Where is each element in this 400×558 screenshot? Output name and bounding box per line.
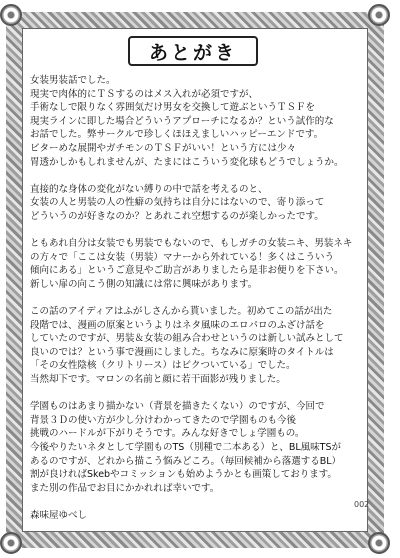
paragraph-3: ともあれ自分は女装でも男装でもないので、もしガチの女装ニキ、男装ネキ の方々で「ここは女装（男装）マナーから外れている！多くはこういう 傾向にある」というご意見やご助言がありましたら是非お便りを下さい。 新しい扉の向こう側の知識には常に興味があります。 (30, 238, 353, 290)
corner-ornament-icon (0, 4, 22, 26)
title-box (128, 36, 258, 66)
corner-ornament-icon (0, 532, 22, 554)
paragraph-2: 直接的な身体の変化がない縛りの中で話を考えるのと、 女装の人と男装の人の性癖の気持ちは自分にはないので、寄り添って どういうのが好きなのか？とあれこれ空想するのが楽しかったです。 (30, 183, 325, 222)
author-signature: 森味屋ゆべし (30, 510, 88, 521)
page-number: 002 (354, 500, 370, 509)
paragraph-4: この話のアイディアはふがしさんから貰いました。初めてこの話が出た 段階では、漫画の原案というよりはネタ風味のエロパロのふざけ話を していたのですが、男装＆女装の組み合わせというのは新しい試みとして 良いのでは？という事で漫画にしました。ちなみに原案時のタイトルは 「その女性陰核（クリトリース）はビクついている」でした。 当然却下です。マロンの名前と顔に若干面影が残りました。 (30, 306, 344, 386)
corner-ornament-icon (368, 4, 390, 26)
corner-ornament-icon (368, 532, 390, 554)
paragraph-5: 学園ものはあまり描かない（背景を描きたくない）のですが、今回で 背景３Ｄの使い方が少し分けわかってきたので学園ものも今後 挑戦のハードルが下がりそうです。みんな好きでしょ学園もの。 今後やりたいネタとして学園ものTS（別種で二本ある）と、BL風味TSが あるのですが、どれから描こう悩みどころ。（毎回候補から落選するBL） 割が良ければSkebやコミッションも始めようかとも画策しております。 また別の作品でお目にかかれれば幸いです。 (30, 401, 342, 494)
page-title: あとがき (148, 41, 237, 64)
paragraph-1: 女装男装話でした。 現実で肉体的にＴＳするのはメス入れが必須ですが、 手術なしで限りなく雰囲気だけ男女を交換して遊ぶというＴＳＦを 現実ラインに即した場合どういうアプローチになるか？という試作的な お話でした。弊サークルで珍しくほほえましいハッピーエンドです。 ビターめな展開やガチモンのＴＳＦがいい！という方には少々 胃透かしかもしれませんが、たまにはこういう変化球もどうでしょうか。 (30, 75, 344, 168)
afterword-body (30, 74, 365, 523)
